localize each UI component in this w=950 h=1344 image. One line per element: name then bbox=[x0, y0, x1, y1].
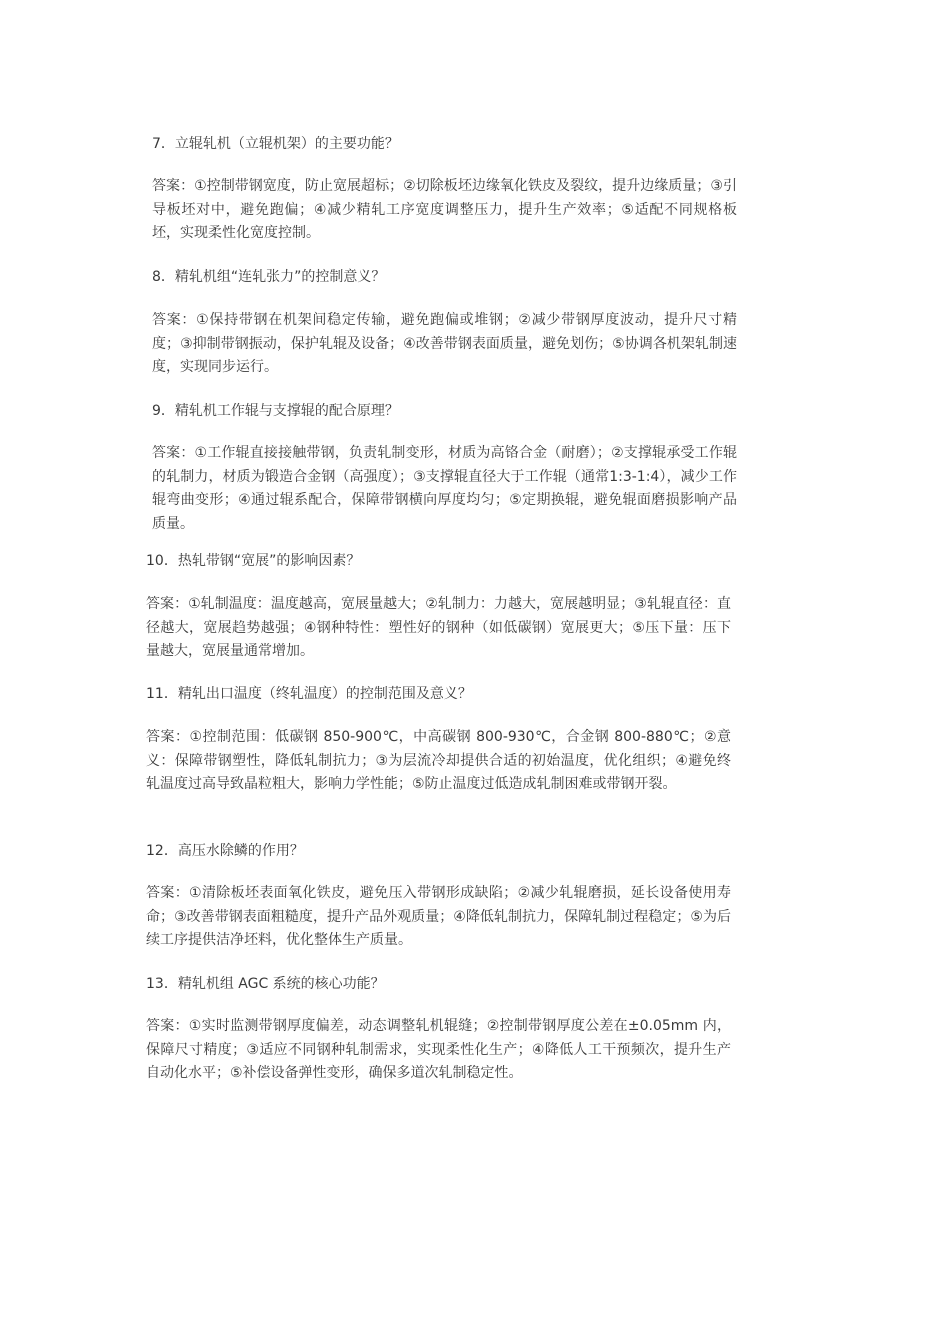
question-9: 9．精轧机工作辊与支撑辊的配合原理？ bbox=[152, 403, 399, 419]
answer-7: 答案：①控制带钢宽度，防止宽展超标；②切除板坯边缘氧化铁皮及裂纹，提升边缘质量；③引导板坯对中，避免跑偏；④减少精轧工序宽度调整压力，提升生产效率；⑤适配不同规格板坯，实现柔性化宽度控制。 bbox=[152, 178, 737, 241]
question-10: 10．热轧带钢“宽展”的影响因素？ bbox=[146, 553, 361, 569]
qa-item-12 bbox=[146, 841, 731, 861]
answer-block-9 bbox=[152, 442, 737, 536]
question-8: 8．精轧机组“连轧张力”的控制意义？ bbox=[152, 269, 386, 285]
qa-item-11 bbox=[146, 684, 731, 704]
question-13: 13．精轧机组 AGC 系统的核心功能？ bbox=[146, 976, 385, 992]
answer-10: 答案：①轧制温度：温度越高，宽展量越大；②轧制力：力越大，宽展越明显；③轧辊直径：直径越大，宽展趋势越强；④钢种特性：塑性好的钢种（如低碳钢）宽展更大；⑤压下量：压下量越大，宽展量通常增加。 bbox=[146, 596, 731, 659]
answer-9: 答案：①工作辊直接接触带钢，负责轧制变形，材质为高铬合金（耐磨）；②支撑辊承受工作辊的轧制力，材质为锻造合金钢（高强度）；③支撑辊直径大于工作辊（通常1:3-1:4），减少工作辊弯曲变形；④通过辊系配合，保障带钢横向厚度均匀；⑤定期换辊，避免辊面磨损影响产品质量。 bbox=[152, 445, 737, 532]
answer-block-11 bbox=[146, 726, 731, 797]
qa-item-8 bbox=[152, 267, 737, 287]
answer-11: 答案：①控制范围：低碳钢 850-900℃，中高碳钢 800-930℃，合金钢 800-880℃；②意义：保障带钢塑性，降低轧制抗力；③为层流冷却提供合适的初始温度，优化组织；④避免终轧温度过高导致晶粒粗大，影响力学性能；⑤防止温度过低造成轧制困难或带钢开裂。 bbox=[146, 729, 731, 792]
answer-block-7 bbox=[152, 175, 737, 246]
answer-12: 答案：①清除板坯表面氧化铁皮，避免压入带钢形成缺陷；②减少轧辊磨损，延长设备使用寿命；③改善带钢表面粗糙度，提升产品外观质量；④降低轧制抗力，保障轧制过程稳定；⑤为后续工序提供洁净坯料，优化整体生产质量。 bbox=[146, 885, 731, 948]
answer-block-10 bbox=[146, 593, 731, 664]
answer-block-13 bbox=[146, 1015, 731, 1086]
answer-8: 答案：①保持带钢在机架间稳定传输，避免跑偏或堆钢；②减少带钢厚度波动，提升尺寸精度；③抑制带钢振动，保护轧辊及设备；④改善带钢表面质量，避免划伤；⑤协调各机架轧制速度，实现同步运行。 bbox=[152, 312, 737, 375]
answer-block-8 bbox=[152, 309, 737, 380]
answer-13: 答案：①实时监测带钢厚度偏差，动态调整轧机辊缝；②控制带钢厚度公差在±0.05mm 内，保障尺寸精度；③适应不同钢种轧制需求，实现柔性化生产；④降低人工干预频次，提升生产自动化水平；⑤补偿设备弹性变形，确保多道次轧制稳定性。 bbox=[146, 1018, 731, 1081]
qa-item-10 bbox=[146, 551, 731, 571]
qa-item-13 bbox=[146, 974, 731, 994]
question-7: 7．立辊轧机（立辊机架）的主要功能？ bbox=[152, 136, 399, 152]
question-12: 12．高压水除鳞的作用？ bbox=[146, 843, 304, 859]
qa-item-9 bbox=[152, 401, 737, 421]
question-11: 11．精轧出口温度（终轧温度）的控制范围及意义？ bbox=[146, 686, 472, 702]
answer-block-12 bbox=[146, 882, 731, 953]
qa-item-7 bbox=[152, 134, 737, 154]
